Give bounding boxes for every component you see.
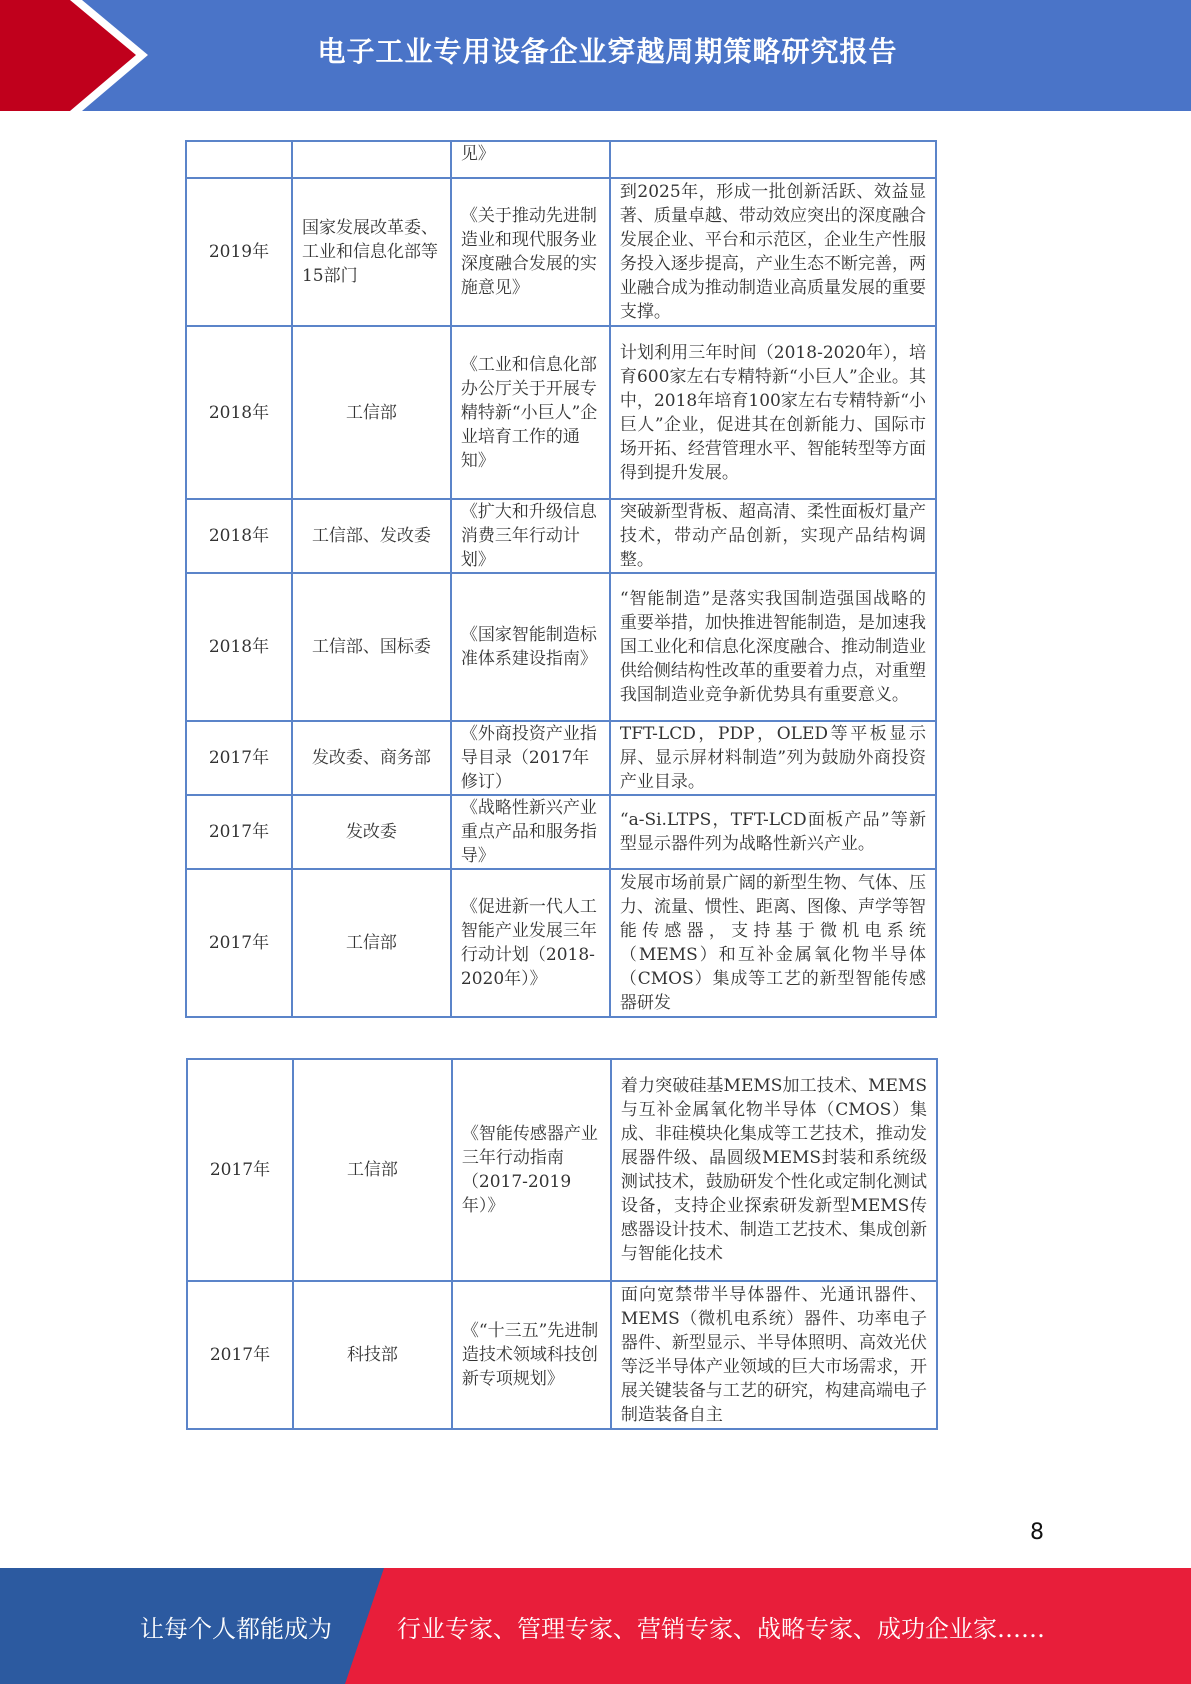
year-cell: 2017年 bbox=[186, 795, 292, 869]
document-cell: 《促进新一代人工智能产业发展三年行动计划（2018-2020年）》 bbox=[451, 869, 610, 1017]
table-row bbox=[186, 326, 936, 499]
document-cell: 《外商投资产业指导目录（2017年修订） bbox=[451, 721, 610, 795]
table-row bbox=[187, 1059, 937, 1281]
report-title: 电子工业专用设备企业穿越周期策略研究报告 bbox=[317, 35, 898, 68]
year-cell: 2018年 bbox=[186, 499, 292, 573]
description-cell: TFT-LCD，PDP，OLED等平板显示屏、显示屏材料制造”列为鼓励外商投资产业目录。 bbox=[610, 721, 936, 795]
table-row bbox=[186, 795, 936, 869]
department-cell: 发改委 bbox=[292, 795, 451, 869]
year-cell bbox=[186, 141, 292, 178]
year-cell: 2018年 bbox=[186, 573, 292, 721]
page-number: 8 bbox=[1030, 1520, 1044, 1545]
document-cell: 《“十三五”先进制造技术领域科技创新专项规划》 bbox=[452, 1281, 611, 1429]
table-row bbox=[186, 573, 936, 721]
page-header bbox=[0, 0, 1191, 111]
page-footer bbox=[0, 1568, 1191, 1684]
department-cell: 工信部 bbox=[292, 326, 451, 499]
description-cell: 突破新型背板、超高清、柔性面板灯量产技术，带动产品创新，实现产品结构调整。 bbox=[610, 499, 936, 573]
department-cell: 国家发展改革委、工业和信息化部等15部门 bbox=[292, 178, 451, 326]
policy-table-2 bbox=[186, 1058, 938, 1430]
document-cell: 见》 bbox=[451, 141, 610, 178]
description-cell: 面向宽禁带半导体器件、光通讯器件、MEMS（微机电系统）器件、功率电子器件、新型显示、半导体照明、高效光伏等泛半导体产业领域的巨大市场需求，开展关键装备与工艺的研究，构建高端电子制造装备自主 bbox=[611, 1281, 937, 1429]
document-cell: 《战略性新兴产业重点产品和服务指导》 bbox=[451, 795, 610, 869]
description-cell: 着力突破硅基MEMS加工技术、MEMS与互补金属氧化物半导体（CMOS）集成、非硅模块化集成等工艺技术，推动发展器件级、晶圆级MEMS封装和系统级测试技术，鼓励研发个性化或定制化测试设备，支持企业探索研发新型MEMS传感器设计技术、制造工艺技术、集成创新与智能化技术 bbox=[611, 1059, 937, 1281]
department-cell: 工信部、发改委 bbox=[292, 499, 451, 573]
department-cell bbox=[292, 141, 451, 178]
footer-slogan-left: 让每个人都能成为 bbox=[140, 1614, 332, 1643]
table-row bbox=[186, 869, 936, 1017]
year-cell: 2017年 bbox=[187, 1059, 293, 1281]
document-cell: 《国家智能制造标准体系建设指南》 bbox=[451, 573, 610, 721]
year-cell: 2019年 bbox=[186, 178, 292, 326]
department-cell: 工信部 bbox=[293, 1059, 452, 1281]
year-cell: 2017年 bbox=[186, 869, 292, 1017]
year-cell: 2018年 bbox=[186, 326, 292, 499]
description-cell bbox=[610, 141, 936, 178]
description-cell: 计划利用三年时间（2018-2020年），培育600家左右专精特新“小巨人”企业。其中，2018年培育100家左右专精特新“小巨人”企业，促进其在创新能力、国际市场开拓、经营管理水平、智能转型等方面得到提升发展。 bbox=[610, 326, 936, 499]
table-row bbox=[186, 721, 936, 795]
department-cell: 发改委、商务部 bbox=[292, 721, 451, 795]
policy-table-1 bbox=[185, 140, 937, 1018]
table-row bbox=[186, 499, 936, 573]
department-cell: 工信部 bbox=[292, 869, 451, 1017]
table-row bbox=[186, 141, 936, 178]
document-cell: 《扩大和升级信息消费三年行动计划》 bbox=[451, 499, 610, 573]
footer-slogan-right: 行业专家、管理专家、营销专家、战略专家、成功企业家…… bbox=[397, 1614, 1045, 1643]
department-cell: 工信部、国标委 bbox=[292, 573, 451, 721]
description-cell: “a-Si.LTPS，TFT-LCD面板产品”等新型显示器件列为战略性新兴产业。 bbox=[610, 795, 936, 869]
table-row bbox=[186, 178, 936, 326]
table-row bbox=[187, 1281, 937, 1429]
document-cell: 《智能传感器产业三年行动指南（2017-2019年）》 bbox=[452, 1059, 611, 1281]
document-cell: 《工业和信息化部办公厅关于开展专精特新“小巨人”企业培育工作的通知》 bbox=[451, 326, 610, 499]
year-cell: 2017年 bbox=[186, 721, 292, 795]
description-cell: “智能制造”是落实我国制造强国战略的重要举措，加快推进智能制造，是加速我国工业化和信息化深度融合、推动制造业供给侧结构性改革的重要着力点，对重塑我国制造业竞争新优势具有重要意义。 bbox=[610, 573, 936, 721]
description-cell: 发展市场前景广阔的新型生物、气体、压力、流量、惯性、距离、图像、声学等智能传感器，支持基于微机电系统（MEMS）和互补金属氧化物半导体（CMOS）集成等工艺的新型智能传感器研发 bbox=[610, 869, 936, 1017]
description-cell: 到2025年，形成一批创新活跃、效益显著、质量卓越、带动效应突出的深度融合发展企业、平台和示范区，企业生产性服务投入逐步提高，产业生态不断完善，两业融合成为推动制造业高质量发展的重要支撑。 bbox=[610, 178, 936, 326]
document-cell: 《关于推动先进制造业和现代服务业深度融合发展的实施意见》 bbox=[451, 178, 610, 326]
year-cell: 2017年 bbox=[187, 1281, 293, 1429]
department-cell: 科技部 bbox=[293, 1281, 452, 1429]
